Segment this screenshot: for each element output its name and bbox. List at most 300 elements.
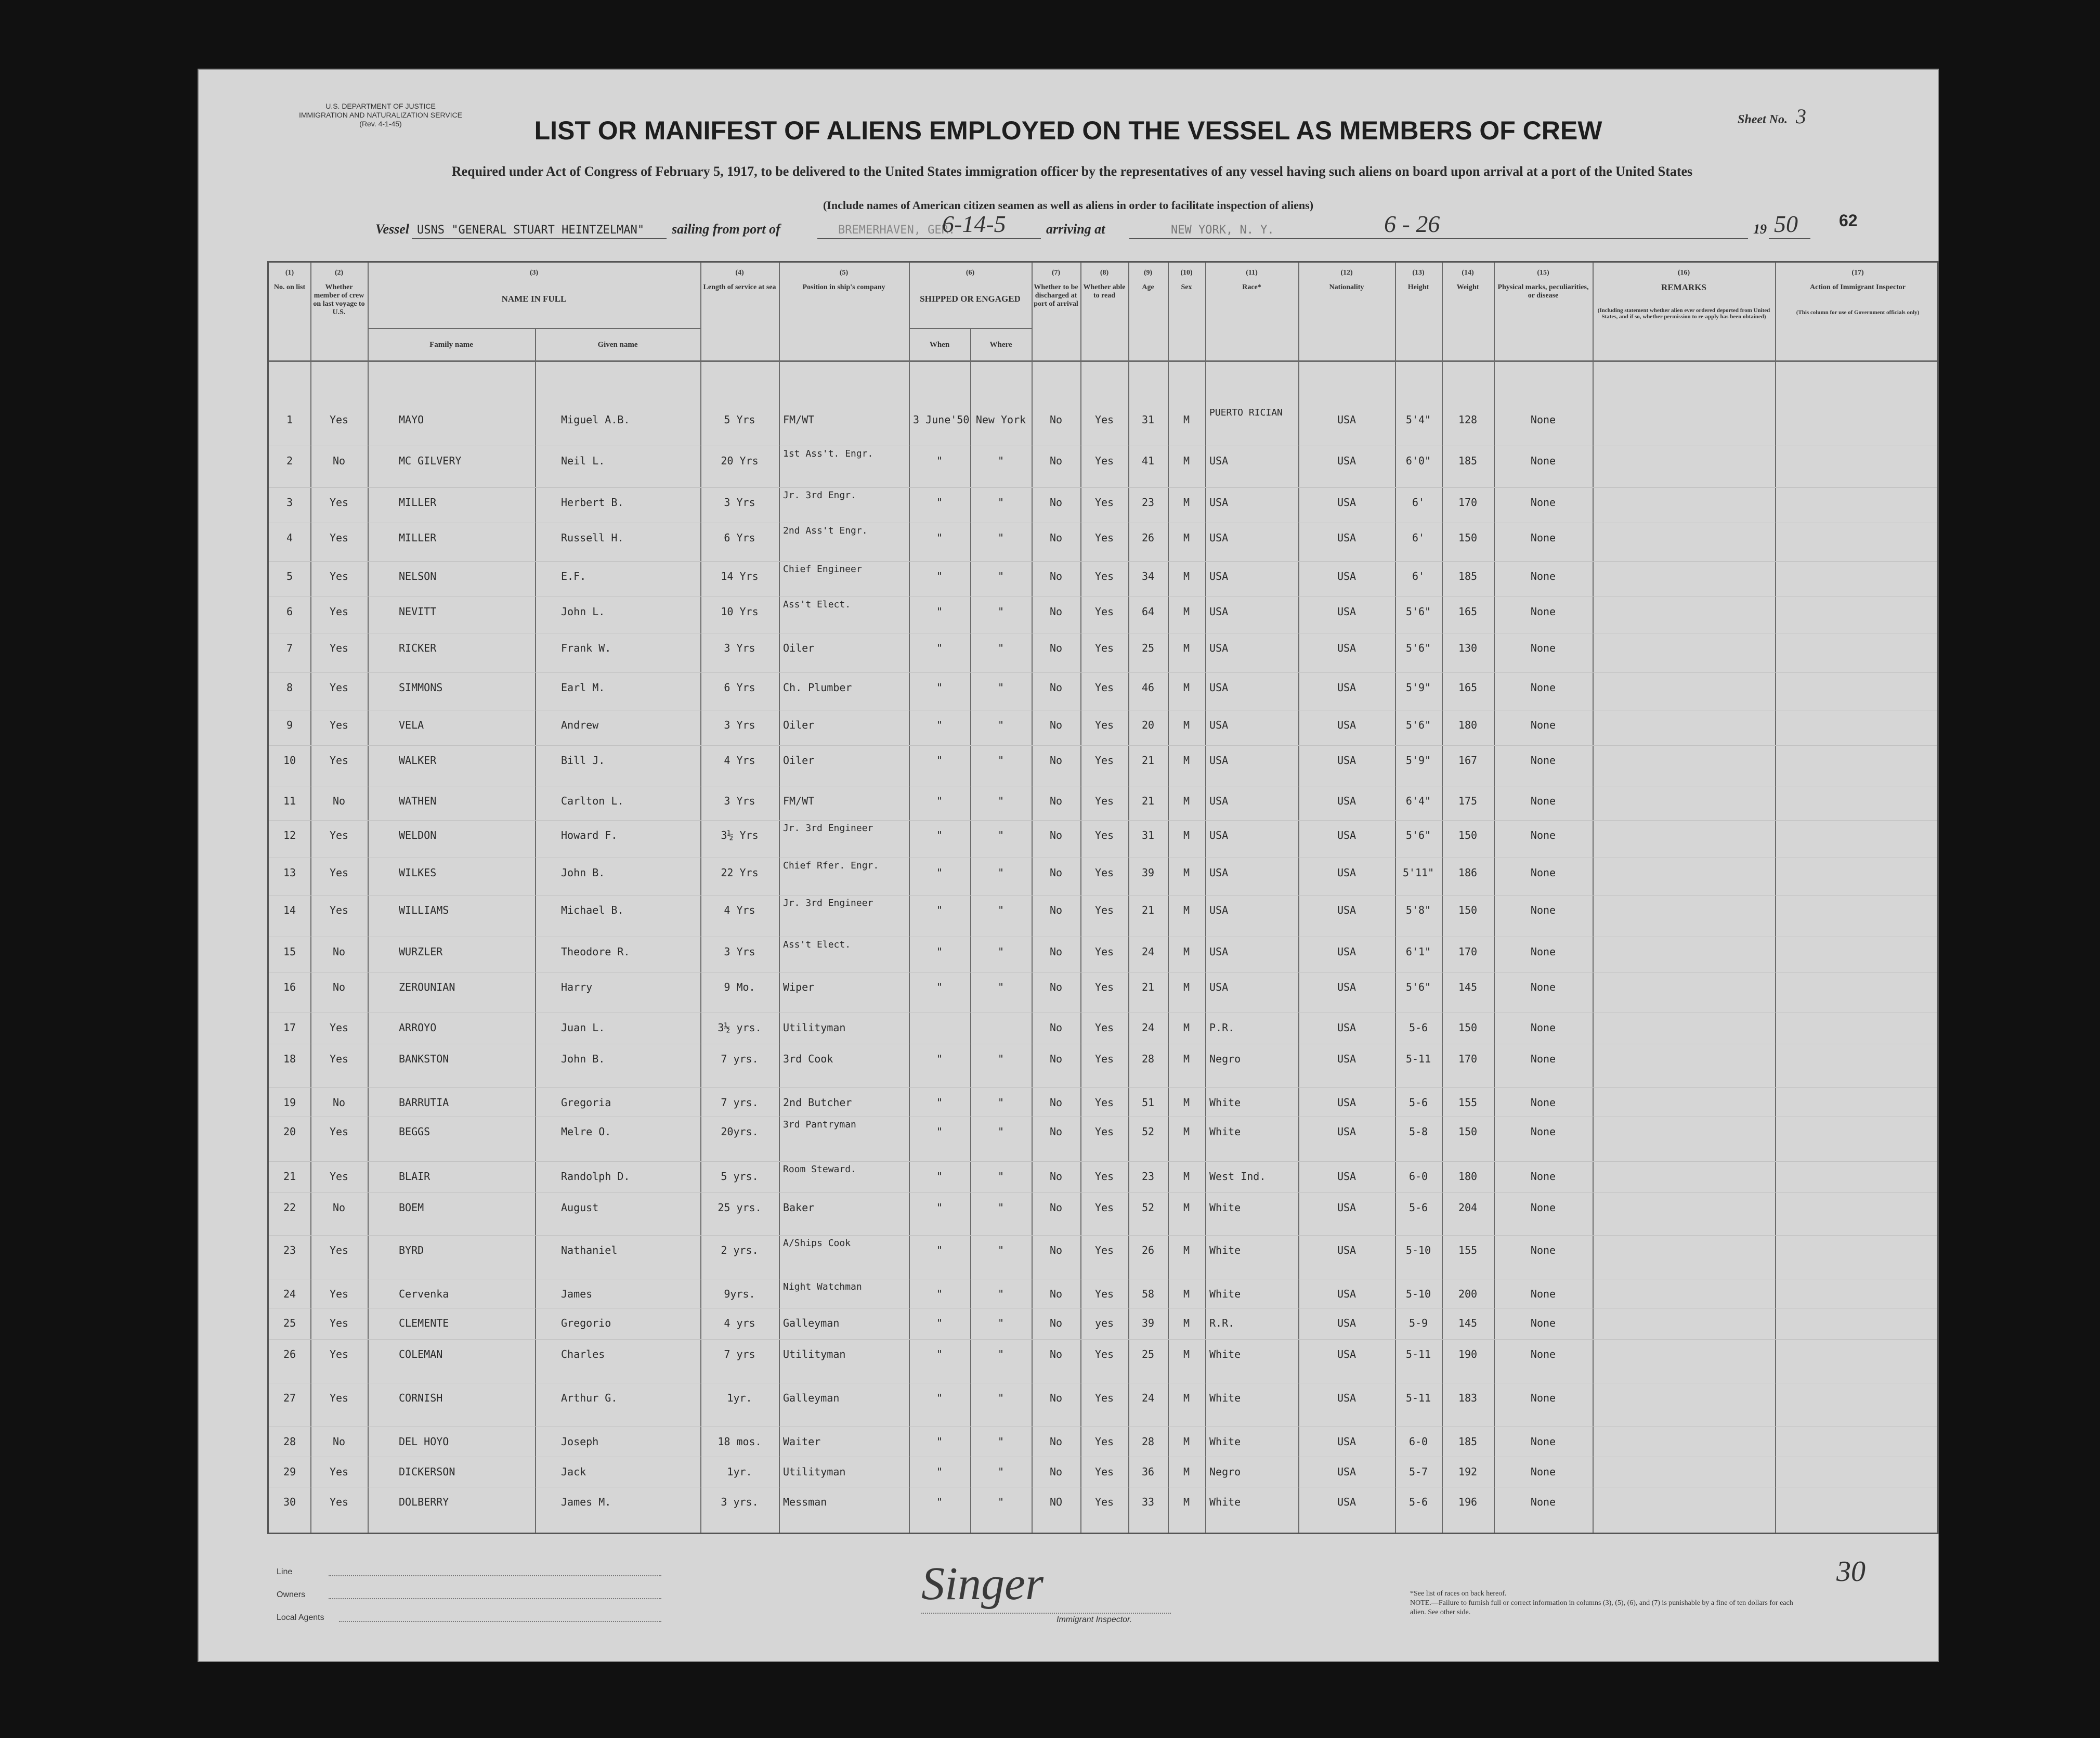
table-cell-when: " — [936, 1244, 943, 1256]
table-cell-no: 14 — [283, 904, 296, 916]
row-rule — [269, 1235, 1937, 1236]
column-header: NAME IN FULL — [501, 294, 567, 304]
form-revision: (Rev. 4-1-45) — [359, 120, 402, 128]
table-cell-family: WELDON — [399, 829, 437, 841]
column-number: (15) — [1537, 269, 1549, 277]
table-cell-sex: M — [1183, 496, 1190, 509]
underline — [817, 238, 1041, 239]
table-cell-given: Jack — [561, 1465, 586, 1478]
table-cell-where: " — [997, 829, 1005, 841]
where-header: Where — [989, 341, 1012, 349]
signature-line — [921, 1612, 1171, 1614]
table-cell-read: Yes — [1094, 754, 1114, 767]
column-number: (16) — [1677, 269, 1690, 277]
table-cell-height: 5'9" — [1405, 681, 1431, 694]
table-cell-when: " — [936, 1096, 943, 1109]
table-cell-age: 26 — [1141, 531, 1155, 544]
table-cell-sex: M — [1183, 1201, 1190, 1214]
table-cell-height: 5-6 — [1408, 1201, 1428, 1214]
column-number: (11) — [1246, 269, 1258, 277]
table-cell-last: Yes — [329, 829, 349, 841]
table-cell-age: 34 — [1141, 570, 1155, 582]
row-rule — [269, 1161, 1937, 1162]
table-cell-position: Utilityman — [783, 1465, 846, 1478]
column-header: Age — [1142, 283, 1154, 291]
column-number: (14) — [1462, 269, 1474, 277]
table-cell-disch: No — [1049, 1021, 1063, 1034]
table-cell-nat: USA — [1337, 413, 1356, 426]
table-cell-marks: None — [1530, 1348, 1556, 1360]
table-cell-nat: USA — [1337, 570, 1356, 582]
table-cell-service: 3 Yrs — [724, 945, 755, 958]
table-cell-last: No — [332, 945, 346, 958]
table-cell-sex: M — [1183, 1170, 1190, 1183]
column-header: Whether able to read — [1083, 283, 1126, 300]
table-cell-sex: M — [1183, 1096, 1190, 1109]
table-cell-position: Jr. 3rd Engineer — [783, 823, 873, 834]
table-cell-last: Yes — [329, 719, 349, 731]
table-cell-weight: 150 — [1458, 531, 1478, 544]
table-cell-family: SIMMONS — [399, 681, 443, 694]
column-rule — [310, 263, 311, 1533]
row-rule — [269, 1087, 1937, 1088]
port-from: BREMERHAVEN, GER. — [838, 224, 956, 237]
table-cell-service: 3½ Yrs — [721, 829, 759, 841]
table-cell-position: Night Watchman — [783, 1281, 862, 1292]
table-cell-service: 18 mos. — [718, 1435, 762, 1448]
column-header: No. on list — [273, 283, 306, 291]
table-cell-family: WATHEN — [399, 795, 437, 807]
table-cell-height: 6-0 — [1408, 1435, 1428, 1448]
table-cell-marks: None — [1530, 413, 1556, 426]
column-number: (12) — [1340, 269, 1353, 277]
table-cell-position: Waiter — [783, 1435, 821, 1448]
table-cell-nat: USA — [1337, 1244, 1356, 1256]
table-cell-sex: M — [1183, 904, 1190, 916]
table-cell-where: " — [997, 1317, 1005, 1329]
table-cell-nat: USA — [1337, 1392, 1356, 1404]
table-cell-no: 3 — [286, 496, 293, 509]
table-cell-weight: 183 — [1458, 1392, 1478, 1404]
table-cell-age: 21 — [1141, 981, 1155, 993]
table-cell-sex: M — [1183, 719, 1190, 731]
table-cell-where: " — [997, 945, 1005, 958]
table-cell-sex: M — [1183, 1244, 1190, 1256]
table-cell-last: Yes — [329, 642, 349, 654]
table-cell-service: 3½ yrs. — [718, 1021, 762, 1034]
table-cell-height: 5-6 — [1408, 1096, 1428, 1109]
column-header: Sex — [1181, 283, 1192, 291]
penalty-note: NOTE.—Failure to furnish full or correct information in columns (3), (5), (6), and (7) is punishable by a fine of ten dollars for each alien. See other side. — [1410, 1599, 1793, 1616]
table-cell-height: 5'9" — [1405, 754, 1431, 767]
corner-number: 62 — [1839, 211, 1858, 230]
table-cell-sex: M — [1183, 1348, 1190, 1360]
table-cell-last: No — [332, 981, 346, 993]
table-cell-where: " — [997, 496, 1005, 509]
table-cell-disch: No — [1049, 904, 1063, 916]
table-cell-last: No — [332, 1096, 346, 1109]
column-rule — [368, 263, 369, 1533]
table-cell-race: USA — [1209, 981, 1229, 993]
table-cell-nat: USA — [1337, 1348, 1356, 1360]
table-cell-family: ARROYO — [399, 1021, 437, 1034]
table-cell-position: Utilityman — [783, 1348, 846, 1360]
table-cell-position: Chief Engineer — [783, 564, 862, 575]
table-cell-where: " — [997, 754, 1005, 767]
table-cell-position: 1st Ass't. Engr. — [783, 448, 873, 459]
table-cell-given: Carlton L. — [561, 795, 624, 807]
table-cell-where: " — [997, 1244, 1005, 1256]
table-cell-height: 6-0 — [1408, 1170, 1428, 1183]
table-cell-no: 26 — [283, 1348, 296, 1360]
table-cell-family: MILLER — [399, 496, 437, 509]
table-cell-last: Yes — [329, 570, 349, 582]
table-cell-marks: None — [1530, 496, 1556, 509]
column-rule — [1442, 263, 1443, 1533]
table-cell-family: DICKERSON — [399, 1465, 455, 1478]
table-cell-weight: 170 — [1458, 1053, 1478, 1065]
table-cell-age: 46 — [1141, 681, 1155, 694]
table-cell-age: 23 — [1141, 1170, 1155, 1183]
table-cell-read: yes — [1094, 1317, 1114, 1329]
table-cell-age: 28 — [1141, 1435, 1155, 1448]
table-cell-race: White — [1209, 1496, 1241, 1508]
table-cell-sex: M — [1183, 1125, 1190, 1138]
row-rule — [269, 1426, 1937, 1427]
table-cell-weight: 155 — [1458, 1244, 1478, 1256]
table-cell-nat: USA — [1337, 605, 1356, 618]
table-cell-marks: None — [1530, 1496, 1556, 1508]
row-rule — [269, 487, 1937, 488]
table-cell-position: 3rd Cook — [783, 1053, 833, 1065]
table-cell-family: BARRUTIA — [399, 1096, 449, 1109]
column-header: Action of Immigrant Inspector — [1810, 283, 1906, 291]
table-cell-read: Yes — [1094, 981, 1114, 993]
table-cell-weight: 190 — [1458, 1348, 1478, 1360]
table-cell-when: " — [936, 1317, 943, 1329]
table-cell-last: Yes — [329, 1392, 349, 1404]
table-cell-age: 24 — [1141, 945, 1155, 958]
table-cell-disch: No — [1049, 531, 1063, 544]
table-cell-no: 17 — [283, 1021, 296, 1034]
table-cell-when: " — [936, 642, 943, 654]
table-cell-race: PUERTO RICIAN — [1209, 407, 1283, 418]
table-cell-family: CLEMENTE — [399, 1317, 449, 1329]
column-number: (7) — [1051, 269, 1061, 277]
table-cell-family: BANKSTON — [399, 1053, 449, 1065]
table-cell-given: James — [561, 1288, 593, 1300]
table-cell-disch: No — [1049, 1465, 1063, 1478]
table-cell-age: 21 — [1141, 904, 1155, 916]
table-cell-read: Yes — [1094, 681, 1114, 694]
column-rule — [1775, 263, 1776, 1533]
table-cell-read: Yes — [1094, 904, 1114, 916]
table-cell-height: 5-11 — [1405, 1348, 1431, 1360]
table-cell-nat: USA — [1337, 455, 1356, 467]
column-header: Whether member of crew on last voyage to U.S. — [313, 283, 365, 316]
table-cell-service: 3 Yrs — [724, 719, 755, 731]
table-cell-last: Yes — [329, 1053, 349, 1065]
table-cell-service: 25 yrs. — [718, 1201, 762, 1214]
arriving-label: arriving at — [1046, 222, 1105, 237]
table-cell-read: Yes — [1094, 795, 1114, 807]
table-cell-when: " — [936, 981, 943, 993]
table-cell-last: Yes — [329, 496, 349, 509]
table-cell-race: White — [1209, 1096, 1241, 1109]
table-cell-when: " — [936, 795, 943, 807]
table-cell-marks: None — [1530, 945, 1556, 958]
table-cell-race: White — [1209, 1435, 1241, 1448]
table-cell-given: James M. — [561, 1496, 611, 1508]
sailing-label: sailing from port of — [672, 222, 780, 237]
row-rule — [269, 745, 1937, 746]
table-cell-service: 2 yrs. — [721, 1244, 759, 1256]
table-cell-position: Room Steward. — [783, 1164, 856, 1175]
table-cell-given: Gregoria — [561, 1096, 611, 1109]
table-cell-marks: None — [1530, 754, 1556, 767]
table-cell-weight: 155 — [1458, 1096, 1478, 1109]
table-cell-last: Yes — [329, 1348, 349, 1360]
table-cell-read: Yes — [1094, 1288, 1114, 1300]
table-cell-race: USA — [1209, 945, 1229, 958]
table-cell-last: No — [332, 455, 346, 467]
table-cell-nat: USA — [1337, 496, 1356, 509]
column-rule — [700, 263, 701, 1533]
table-cell-service: 4 Yrs — [724, 904, 755, 916]
table-cell-where: " — [997, 904, 1005, 916]
table-cell-weight: 150 — [1458, 829, 1478, 841]
table-cell-no: 10 — [283, 754, 296, 767]
table-cell-disch: No — [1049, 1392, 1063, 1404]
table-cell-race: USA — [1209, 496, 1229, 509]
table-cell-position: Ass't Elect. — [783, 599, 851, 610]
table-cell-service: 7 yrs. — [721, 1053, 759, 1065]
table-cell-last: Yes — [329, 1496, 349, 1508]
column-rule — [1205, 263, 1206, 1533]
family-name-header: Family name — [429, 341, 473, 349]
table-cell-nat: USA — [1337, 642, 1356, 654]
table-cell-race: USA — [1209, 681, 1229, 694]
row-rule — [269, 1339, 1937, 1340]
table-cell-height: 6'4" — [1405, 795, 1431, 807]
table-cell-position: 2nd Ass't Engr. — [783, 525, 868, 536]
sail-date: 6-14-5 — [942, 211, 1006, 237]
table-cell-height: 5-11 — [1405, 1392, 1431, 1404]
table-cell-weight: 150 — [1458, 1125, 1478, 1138]
table-cell-nat: USA — [1337, 866, 1356, 879]
table-cell-height: 6' — [1412, 570, 1425, 582]
table-cell-no: 7 — [286, 642, 293, 654]
table-cell-family: WALKER — [399, 754, 437, 767]
table-cell-last: Yes — [329, 1465, 349, 1478]
table-cell-given: John B. — [561, 866, 605, 879]
table-cell-position: Oiler — [783, 754, 815, 767]
table-cell-where: " — [997, 866, 1005, 879]
inspector-signature: Singer — [921, 1558, 1044, 1610]
table-cell-age: 21 — [1141, 795, 1155, 807]
table-cell-height: 5'6" — [1405, 642, 1431, 654]
table-cell-race: Negro — [1209, 1053, 1241, 1065]
table-cell-nat: USA — [1337, 795, 1356, 807]
table-cell-sex: M — [1183, 413, 1190, 426]
column-number: (2) — [334, 269, 344, 277]
column-number: (10) — [1180, 269, 1193, 277]
table-cell-service: 4 Yrs — [724, 754, 755, 767]
column-number: (6) — [966, 269, 975, 277]
row-rule — [269, 1192, 1937, 1193]
table-cell-disch: No — [1049, 719, 1063, 731]
table-cell-where: " — [997, 1348, 1005, 1360]
table-cell-sex: M — [1183, 754, 1190, 767]
table-cell-service: 3 Yrs — [724, 496, 755, 509]
column-number: (5) — [839, 269, 849, 277]
table-cell-weight: 196 — [1458, 1496, 1478, 1508]
table-cell-position: Galleyman — [783, 1317, 840, 1329]
table-cell-position: 3rd Pantryman — [783, 1119, 856, 1130]
table-cell-height: 5'8" — [1405, 904, 1431, 916]
table-cell-height: 5-10 — [1405, 1288, 1431, 1300]
table-cell-position: Ass't Elect. — [783, 939, 851, 950]
table-cell-weight: 180 — [1458, 1170, 1478, 1183]
column-header: Physical marks, peculiarities, or disease — [1497, 283, 1589, 300]
table-cell-service: 20 Yrs — [721, 455, 759, 467]
table-cell-age: 39 — [1141, 866, 1155, 879]
table-cell-family: BOEM — [399, 1201, 424, 1214]
table-cell-age: 24 — [1141, 1392, 1155, 1404]
table-cell-sex: M — [1183, 605, 1190, 618]
table-cell-race: P.R. — [1209, 1021, 1235, 1034]
table-cell-age: 31 — [1141, 829, 1155, 841]
table-cell-no: 30 — [283, 1496, 296, 1508]
column-rule — [1395, 263, 1396, 1533]
column-number: (3) — [529, 269, 539, 277]
table-cell-no: 20 — [283, 1125, 296, 1138]
table-cell-disch: No — [1049, 570, 1063, 582]
table-cell-weight: 170 — [1458, 945, 1478, 958]
footer-notes — [1410, 1589, 1805, 1617]
table-cell-height: 6' — [1412, 496, 1425, 509]
table-cell-last: No — [332, 1201, 346, 1214]
table-cell-marks: None — [1530, 1053, 1556, 1065]
table-cell-read: Yes — [1094, 1496, 1114, 1508]
table-cell-marks: None — [1530, 1096, 1556, 1109]
table-cell-disch: No — [1049, 1096, 1063, 1109]
table-cell-height: 5'11" — [1402, 866, 1434, 879]
table-cell-age: 20 — [1141, 719, 1155, 731]
table-cell-age: 24 — [1141, 1021, 1155, 1034]
agents-label: Local Agents — [277, 1613, 324, 1622]
table-cell-race: USA — [1209, 642, 1229, 654]
table-cell-when: " — [936, 1435, 943, 1448]
table-cell-service: 5 yrs. — [721, 1170, 759, 1183]
column-rule — [1080, 263, 1081, 1533]
table-cell-weight: 185 — [1458, 455, 1478, 467]
table-cell-race: White — [1209, 1392, 1241, 1404]
table-cell-no: 19 — [283, 1096, 296, 1109]
table-cell-last: Yes — [329, 1317, 349, 1329]
table-cell-family: DEL HOYO — [399, 1435, 449, 1448]
table-cell-nat: USA — [1337, 531, 1356, 544]
table-cell-sex: M — [1183, 681, 1190, 694]
table-cell-sex: M — [1183, 455, 1190, 467]
vessel-name: USNS "GENERAL STUART HEINTZELMAN" — [417, 224, 645, 237]
table-cell-weight: 186 — [1458, 866, 1478, 879]
table-cell-when: " — [936, 1348, 943, 1360]
owners-label: Owners — [277, 1590, 306, 1599]
table-cell-race: USA — [1209, 795, 1229, 807]
table-cell-race: White — [1209, 1244, 1241, 1256]
given-name-header: Given name — [597, 341, 638, 349]
table-cell-family: RICKER — [399, 642, 437, 654]
table-cell-where: " — [997, 642, 1005, 654]
table-cell-last: Yes — [329, 681, 349, 694]
table-cell-position: Jr. 3rd Engr. — [783, 490, 856, 501]
table-cell-disch: No — [1049, 981, 1063, 993]
table-cell-age: 31 — [1141, 413, 1155, 426]
table-cell-last: Yes — [329, 605, 349, 618]
table-cell-no: 1 — [286, 413, 293, 426]
table-cell-age: 52 — [1141, 1125, 1155, 1138]
column-rule — [1593, 263, 1594, 1533]
table-cell-when: " — [936, 1288, 943, 1300]
table-cell-nat: USA — [1337, 681, 1356, 694]
inspector-label: Immigrant Inspector. — [1056, 1615, 1132, 1624]
table-cell-no: 29 — [283, 1465, 296, 1478]
table-cell-read: Yes — [1094, 570, 1114, 582]
table-cell-given: Neil L. — [561, 455, 605, 467]
table-cell-no: 9 — [286, 719, 293, 731]
table-cell-position: Chief Rfer. Engr. — [783, 860, 879, 871]
table-cell-age: 23 — [1141, 496, 1155, 509]
header-rule — [269, 360, 1937, 362]
table-cell-when: " — [936, 455, 943, 467]
table-cell-read: Yes — [1094, 866, 1114, 879]
table-cell-family: WILKES — [399, 866, 437, 879]
table-cell-height: 5-11 — [1405, 1053, 1431, 1065]
column-number: (8) — [1100, 269, 1109, 277]
table-cell-read: Yes — [1094, 1201, 1114, 1214]
table-cell-where: " — [997, 1392, 1005, 1404]
table-cell-weight: 200 — [1458, 1288, 1478, 1300]
table-cell-weight: 192 — [1458, 1465, 1478, 1478]
table-cell-disch: No — [1049, 866, 1063, 879]
table-cell-weight: 185 — [1458, 1435, 1478, 1448]
column-rule — [1298, 263, 1299, 1533]
table-cell-where: " — [997, 1096, 1005, 1109]
table-cell-age: 52 — [1141, 1201, 1155, 1214]
table-cell-where: " — [997, 1053, 1005, 1065]
table-cell-nat: USA — [1337, 1021, 1356, 1034]
table-cell-no: 23 — [283, 1244, 296, 1256]
table-cell-no: 13 — [283, 866, 296, 879]
table-cell-disch: No — [1049, 496, 1063, 509]
row-rule — [269, 672, 1937, 673]
table-cell-height: 5-6 — [1408, 1496, 1428, 1508]
table-cell-where: " — [997, 1435, 1005, 1448]
table-cell-age: 51 — [1141, 1096, 1155, 1109]
table-cell-given: E.F. — [561, 570, 586, 582]
table-cell-nat: USA — [1337, 829, 1356, 841]
table-cell-height: 6' — [1412, 531, 1425, 544]
table-cell-family: CORNISH — [399, 1392, 443, 1404]
vessel-line — [375, 211, 1904, 240]
column-rule — [909, 263, 910, 1533]
table-cell-sex: M — [1183, 1392, 1190, 1404]
table-cell-marks: None — [1530, 570, 1556, 582]
table-cell-family: WILLIAMS — [399, 904, 449, 916]
table-cell-nat: USA — [1337, 1288, 1356, 1300]
table-cell-read: Yes — [1094, 1392, 1114, 1404]
